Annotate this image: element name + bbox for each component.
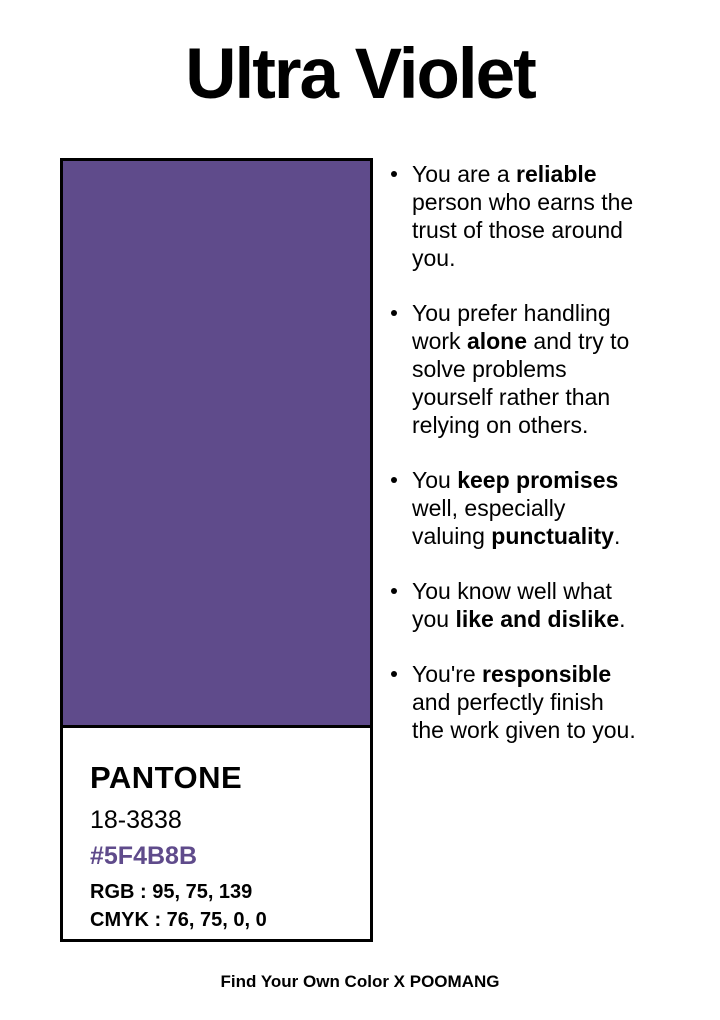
trait-text: and perfectly finish the work given to you. — [412, 689, 636, 743]
trait-text: . — [619, 606, 626, 632]
trait-text: well, especially valuing — [412, 495, 566, 549]
traits-list — [388, 160, 640, 771]
bullet-icon — [391, 671, 397, 677]
bullet-icon — [391, 171, 397, 177]
trait-text: You're — [412, 661, 483, 687]
card-info — [63, 728, 370, 939]
bullet-icon — [391, 310, 397, 316]
trait-text: and try to solve problems yourself rather than relying on others. — [412, 328, 630, 438]
bullet-icon — [391, 588, 397, 594]
brand-name: PANTONE — [90, 760, 243, 795]
trait-text-bold: alone — [466, 328, 528, 354]
trait-text: person who earns the trust of those around you. — [412, 189, 634, 271]
trait-item — [388, 577, 640, 633]
trait-text: You prefer handling work — [412, 300, 611, 354]
color-swatch — [63, 161, 370, 728]
cmyk-value: CMYK : 76, 75, 0, 0 — [90, 908, 267, 931]
trait-text: . — [613, 523, 621, 549]
trait-text-bold: keep promises — [457, 467, 619, 493]
trait-text-bold: responsible — [482, 661, 612, 687]
trait-item — [388, 299, 640, 439]
rgb-value: RGB : 95, 75, 139 — [90, 880, 253, 903]
trait-item — [388, 466, 640, 550]
trait-text: You — [412, 467, 458, 493]
pantone-card — [60, 158, 373, 942]
pantone-code: 18-3838 — [90, 806, 182, 835]
trait-text-bold: like and dislike — [455, 606, 620, 632]
bullet-icon — [391, 477, 397, 483]
page-title: Ultra Violet — [185, 35, 535, 114]
trait-text: You know well what you — [412, 578, 612, 632]
trait-text-bold: reliable — [516, 161, 597, 187]
hex-value: #5F4B8B — [90, 841, 197, 870]
footer-text: Find Your Own Color X POOMANG — [220, 972, 500, 991]
trait-text-bold: punctuality — [491, 523, 614, 549]
trait-text: You are a — [412, 161, 517, 187]
trait-item — [388, 660, 640, 744]
trait-item — [388, 160, 640, 272]
